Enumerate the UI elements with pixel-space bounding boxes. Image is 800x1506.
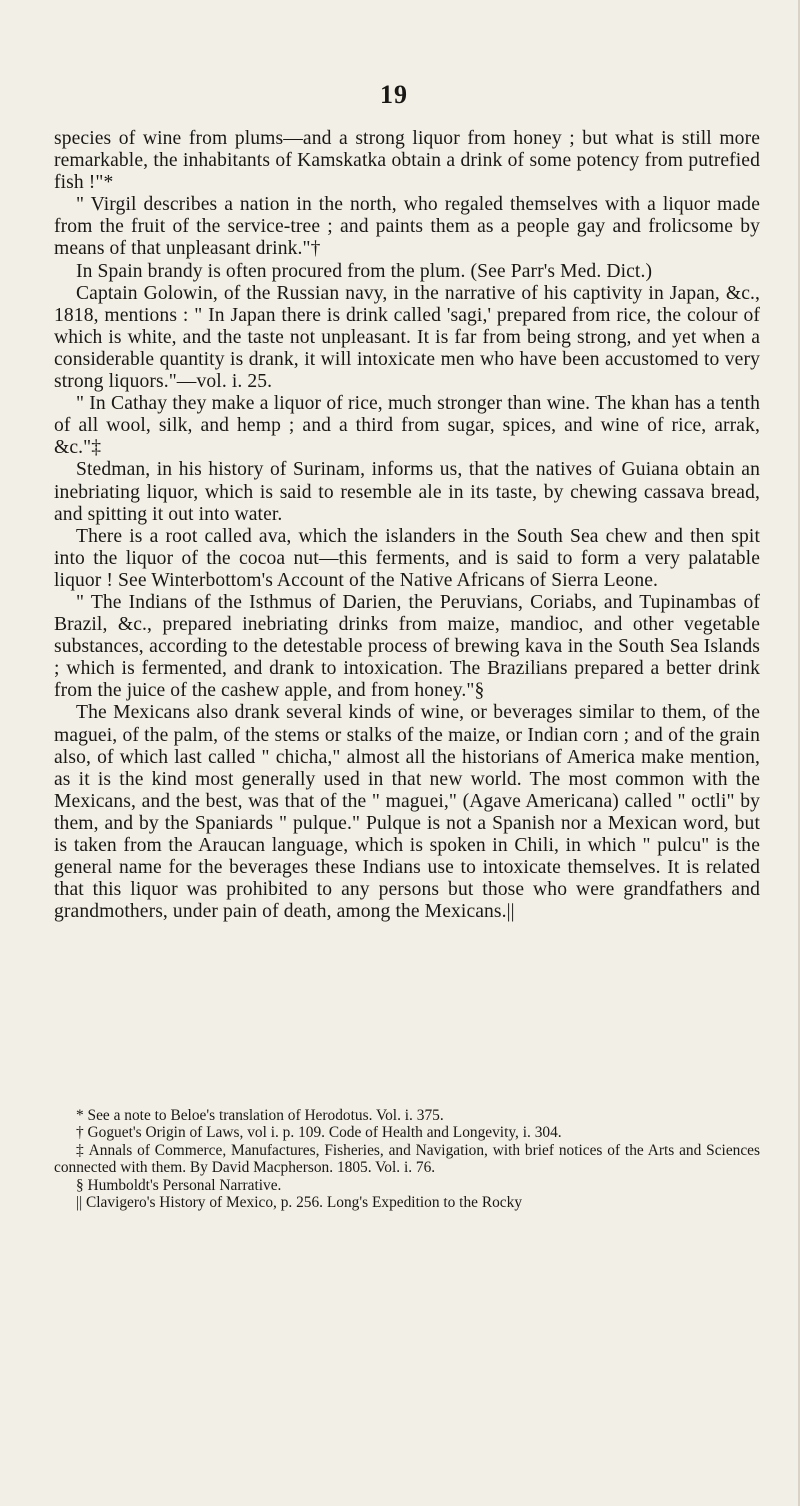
paragraph-cathay: " In Cathay they make a liquor of rice, much stronger than wine. The khan has a tenth of all wool, silk, and hemp ; and a third from sugar, spices, and wine of rice, arrak, &c."‡ [54,393,760,459]
footnote-2: † Goguet's Origin of Laws, vol i. p. 109. Code of Health and Longevity, i. 304. [76,1124,562,1142]
footnote-3: ‡ Annals of Commerce, Manufactures, Fisheries, and Navigation, with brief notices of the Arts and Sciences connected with them. By David Macpherson. 1805. Vol. i. 76. [54,1141,760,1177]
footnote-5: || Clavigero's History of Mexico, p. 256. Long's Expedition to the Rocky [76,1194,523,1212]
paragraph-darien: " The Indians of the Isthmus of Darien, the Peruvians, Coriabs, and Tupinambas of Brazil, &c., prepared inebriating drinks from maize, mandioc, and other vegetable substances, according to the detestable process of brewing kava in the South Sea Islands ; which is fermented, and drank to intoxication. The Brazilians prepared a better drink from the juice of the cashew apple, and from honey."§ [54,591,760,702]
paragraph-spain: In Spain brandy is often procured from the plum. (See Parr's Med. Dict.) [76,260,653,282]
paragraph-ava: There is a root called ava, which the islanders in the South Sea chew and then spit into the liquor of the cocoa nut—this ferments, and is said to form a very palatable liquor ! See Winterbottom's Account of the Native Africans of Sierra Leone. [54,525,760,591]
paragraph-kamskatka: species of wine from plums—and a strong liquor from honey ; but what is still more remarkable, the inhabitants of Kamskatka obtain a drink of some potency from putrefied fish !"* [54,128,760,194]
paragraph-stedman: Stedman, in his history of Surinam, informs us, that the natives of Guiana obtain an inebriating liquor, which is said to resemble ale in its taste, by chewing cassava bread, and spitting it out into water. [54,459,760,525]
body-text [54,128,760,923]
footnote-1: * See a note to Beloe's translation of Herodotus. Vol. i. 375. [76,1107,444,1124]
paragraph-virgil: " Virgil describes a nation in the north, who regaled themselves with a liquor made from the fruit of the service-tree ; and paints them as a people gay and frolicsome by means of that unpleasant drink."† [54,194,760,260]
footnote-4: § Humboldt's Personal Narrative. [76,1176,282,1194]
paragraph-golowin: Captain Golowin, of the Russian navy, in the narrative of his captivity in Japan, &c., 1818, mentions : " In Japan there is drink called 'sagi,' prepared from rice, the colour of which is white, and the taste not unpleasant. It is far from being strong, and yet when a considerable quantity is drank, it will intoxicate men who have been accustomed to very strong liquors."—vol. i. 25. [54,282,760,393]
footnotes [54,1107,760,1211]
page-number: 19 [380,80,408,109]
paragraph-mexicans: The Mexicans also drank several kinds of wine, or beverages similar to them, of the maguei, of the palm, of the stems or stalks of the maize, or Indian corn ; and of the grain also, of which last called " chicha," almost all the historians of America make mention, as it is the kind most generally used in that new world. The most common with the Mexicans, and the best, was that of the " maguei," (Agave Americana) called " octli" by them, and by the Spaniards " pulque." Pulque is not a Spanish nor a Mexican word, but is taken from the Araucan language, which is spoken in Chili, in which " pulcu" is the general name for the beverages these Indians use to intoxicate themselves. It is related that this liquor was prohibited to any persons but those who were grandfathers and grandmothers, under pain of death, among the Mexicans.|| [54,702,760,923]
